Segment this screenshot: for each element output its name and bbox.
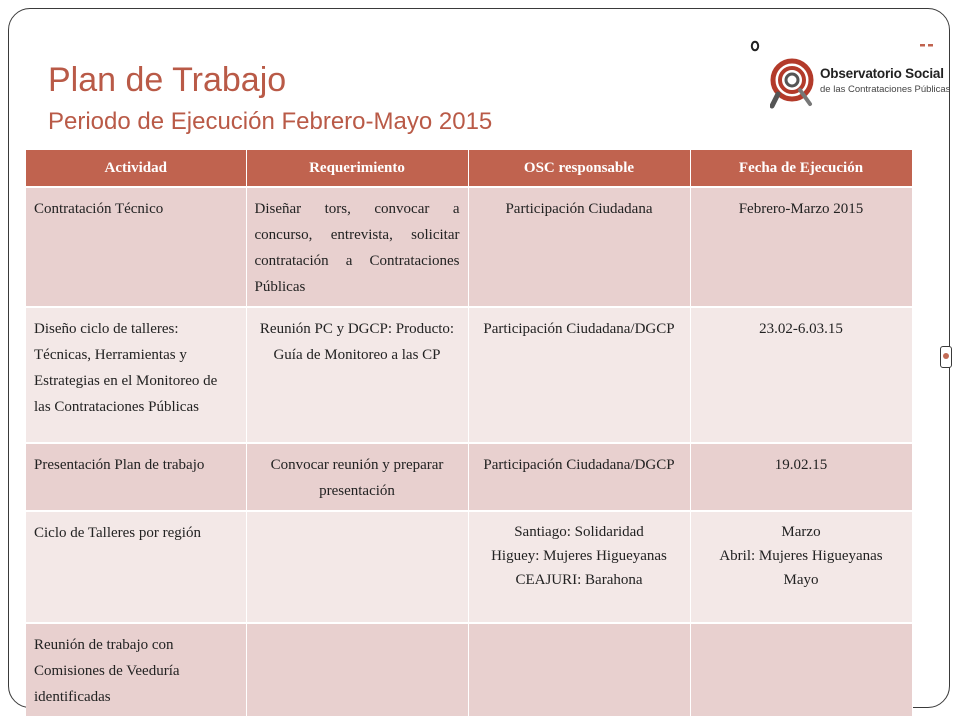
page-title: Plan de Trabajo [48,61,287,99]
cell-requerimiento [246,623,468,716]
cell-actividad: Presentación Plan de trabajo [26,443,246,511]
circle-mark-icon [750,40,760,52]
logo-tagline: de las Contrataciones Públicas [820,84,951,95]
cell-fecha: Febrero-Marzo 2015 [690,187,912,307]
cell-fecha: 23.02-6.03.15 [690,307,912,443]
cell-requerimiento: Convocar reunión y preparar presentación [246,443,468,511]
table-row [26,623,912,716]
cell-osc-responsable [468,511,690,623]
cell-requerimiento [246,511,468,623]
cell-osc-responsable: Participación Ciudadana/DGCP [468,307,690,443]
cell-requerimiento: Diseñar tors, convocar a concurso, entrevista, solicitar contratación a Contrataciones Públicas [246,187,468,307]
cell-osc-responsable [468,623,690,716]
logo-title: Observatorio Social [820,66,944,81]
fecha-line: Marzo [781,524,821,540]
cell-osc-responsable: Participación Ciudadana/DGCP [468,443,690,511]
work-plan-table [26,150,913,716]
cell-actividad: Reunión de trabajo con Comisiones de Veeduría identificadas [26,623,246,716]
table-header-row [26,150,912,187]
cell-fecha [690,511,912,623]
header-fecha-ejecucion: Fecha de Ejecución [690,150,912,187]
cell-actividad: Diseño ciclo de talleres: Técnicas, Herramientas y Estrategias en el Monitoreo de las Contrataciones Públicas [26,307,246,443]
table-row [26,187,912,307]
cell-actividad: Ciclo de Talleres por región [26,511,246,623]
cell-osc-responsable: Participación Ciudadana [468,187,690,307]
table-row [26,443,912,511]
cell-actividad: Contratación Técnico [26,187,246,307]
osc-line: CEAJURI: Barahona [515,572,643,588]
osc-line: Higuey: Mujeres Higueyanas [491,548,667,564]
table-row [26,511,912,623]
page-subtitle: Periodo de Ejecución Febrero-Mayo 2015 [48,108,493,135]
cell-requerimiento: Reunión PC y DGCP: Producto: Guía de Monitoreo a las CP [246,307,468,443]
cell-fecha: 19.02.15 [690,443,912,511]
dash-mark-icon [920,42,934,48]
header-osc-responsable: OSC responsable [468,150,690,187]
table-row [26,307,912,443]
magnifier-logo-icon [770,56,818,112]
slide-edge-tab [940,346,952,368]
observatorio-logo [770,56,951,112]
header-requerimiento: Requerimiento [246,150,468,187]
header-actividad: Actividad [26,150,246,187]
fecha-line: Abril: Mujeres Higueyanas [719,548,883,564]
fecha-line: Mayo [783,572,819,588]
osc-line: Santiago: Solidaridad [514,524,644,540]
cell-fecha [690,623,912,716]
